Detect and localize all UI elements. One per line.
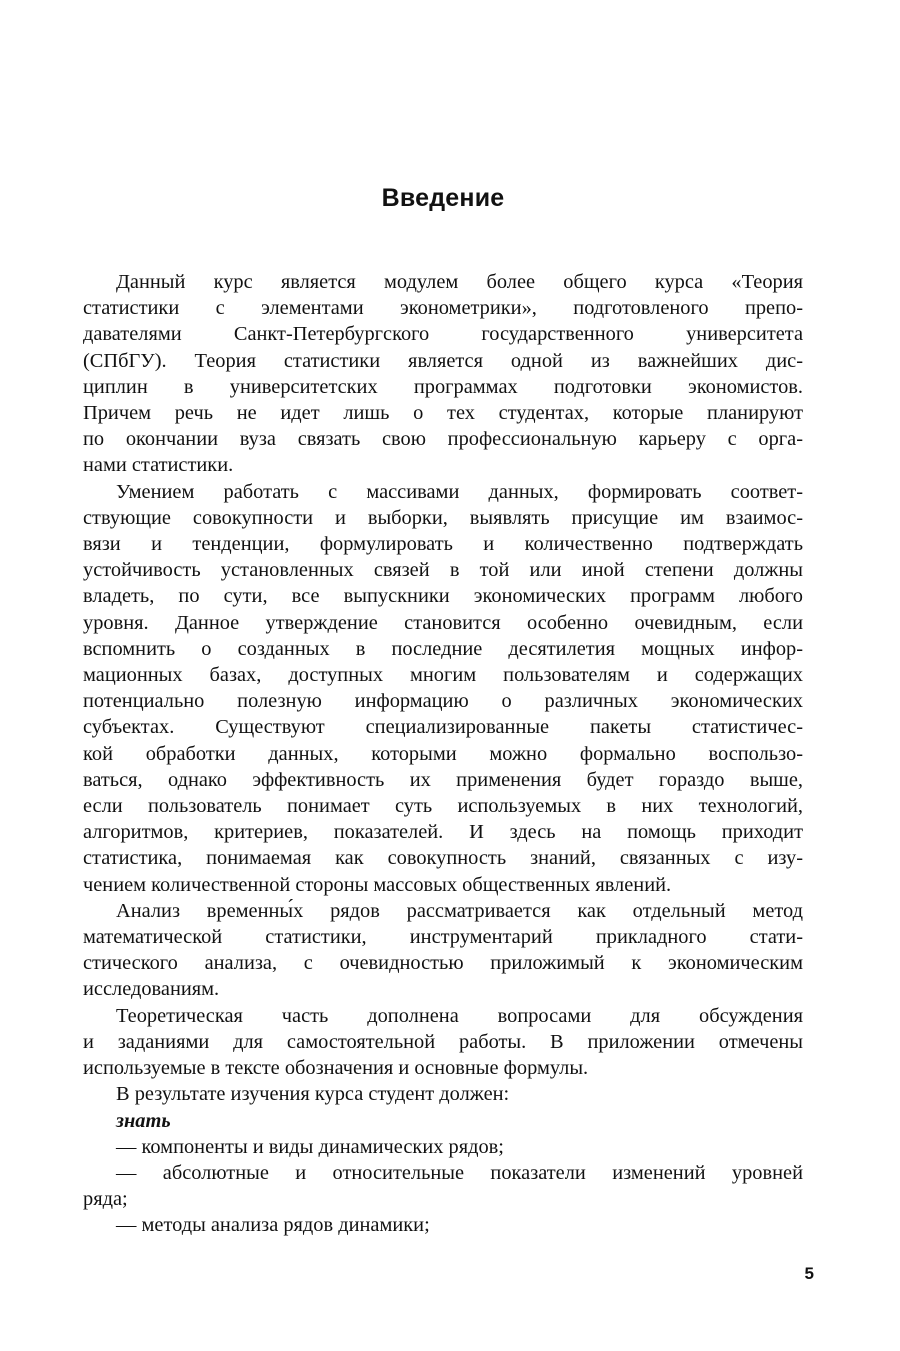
text-line: уровня. Данное утверждение становится особенно очевидным, если <box>83 611 803 634</box>
list-item: — компоненты и виды динамических рядов; <box>116 1135 504 1158</box>
text-line: Умением работать с массивами данных, формировать соответ- <box>116 480 803 503</box>
text-line: используемые в тексте обозначения и основные формулы. <box>83 1057 589 1080</box>
text-line: математической статистики, инструментарий прикладного стати- <box>83 926 803 949</box>
text-line: чением количественной стороны массовых общественных явлений. <box>83 873 672 896</box>
text-line: мационных базах, доступных многим пользователям и содержащих <box>83 664 803 687</box>
text-line: Теоретическая часть дополнена вопросами для обсуждения <box>116 1004 803 1027</box>
text-line: ваться, однако эффективность их применения будет гораздо выше, <box>83 768 803 791</box>
text-line: В результате изучения курса студент должен: <box>116 1083 510 1106</box>
text-line: вспомнить о созданных в последние десятилетия мощных инфор- <box>83 637 803 660</box>
list-item: — абсолютные и относительные показатели изменений уровней <box>116 1161 803 1184</box>
page-number: 5 <box>804 1264 814 1283</box>
text-line: Данный курс является модулем более общего курса «Теория <box>116 271 803 293</box>
text-line: ствующие совокупности и выборки, выявлять присущие им взаимос- <box>83 506 803 529</box>
list-item-continuation: ряда; <box>83 1188 128 1211</box>
list-label-know: знать <box>116 1109 171 1132</box>
text-line: давателями Санкт-Петербургского государственного университета <box>83 323 803 346</box>
text-line: нами статистики. <box>83 454 234 477</box>
text-line: статистики с элементами эконометрики», подготовленого препо- <box>83 297 803 320</box>
text-line: вязи и тенденции, формулировать и количественно подтверждать <box>83 533 803 556</box>
text-line: Причем речь не идет лишь о тех студентах, которые планируют <box>83 402 803 425</box>
text-line: циплин в университетских программах подготовки экономистов. <box>83 375 803 398</box>
text-line: если пользователь понимает суть используемых в них технологий, <box>83 795 803 818</box>
text-line: и заданиями для самостоятельной работы. В приложении отмечены <box>83 1030 803 1053</box>
body-text <box>83 269 803 1239</box>
section-heading: Введение <box>381 184 505 212</box>
text-line: статистика, понимаемая как совокупность знаний, связанных с изу- <box>83 847 803 870</box>
text-line: (СПбГУ). Теория статистики является одной из важнейших дис- <box>83 349 803 372</box>
text-line: субъектах. Существуют специализированные пакеты статистичес- <box>83 716 803 739</box>
list-item: — методы анализа рядов динамики; <box>116 1214 430 1237</box>
text-line: владеть, по сути, все выпускники экономических программ любого <box>83 585 803 608</box>
text-line: потенциально полезную информацию о различных экономических <box>83 690 803 713</box>
text-line: алгоритмов, критериев, показателей. И здесь на помощь приходит <box>83 821 803 844</box>
text-line: кой обработки данных, которыми можно формально воспользо- <box>83 742 803 765</box>
text-line: по окончании вуза связать свою профессиональную карьеру с орга- <box>83 428 803 451</box>
text-line: исследованиям. <box>83 978 220 1001</box>
text-line: стического анализа, с очевидностью приложимый к экономическим <box>83 952 803 975</box>
text-line: устойчивость установленных связей в той или иной степени должны <box>83 559 803 582</box>
text-line: Анализ временны́х рядов рассматривается как отдельный метод <box>116 899 803 922</box>
